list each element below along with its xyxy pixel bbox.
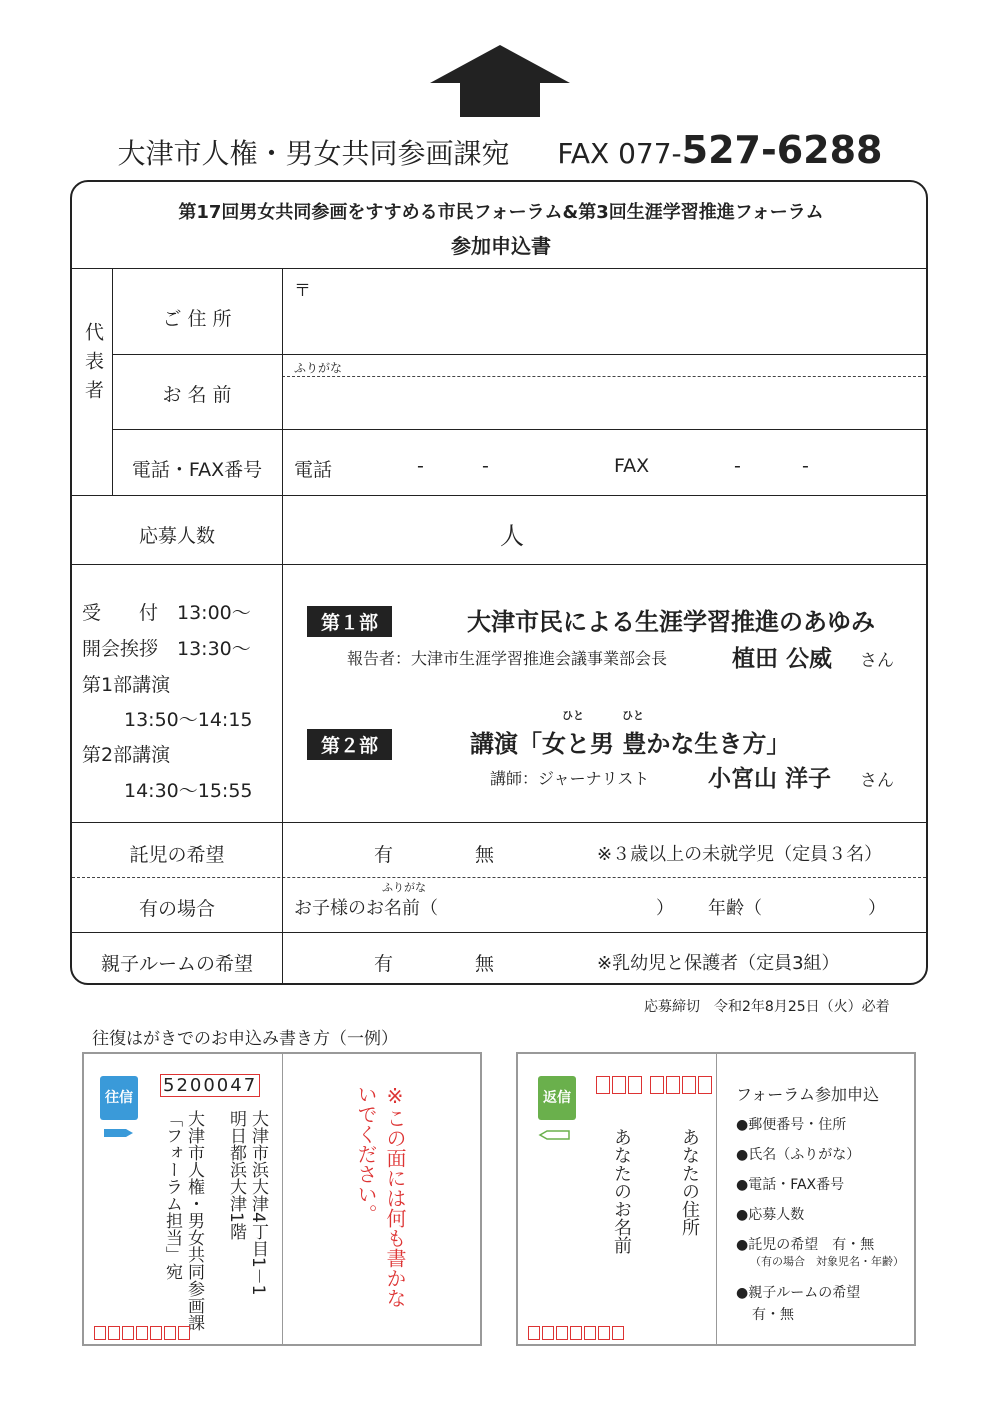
reply-item: ●応募人数: [736, 1207, 805, 1223]
part2-speaker-name: 小宮山 洋子: [708, 766, 832, 792]
fax-field-label: FAX: [614, 455, 650, 477]
reply-your-name: あなたのお名前: [611, 1128, 632, 1254]
reply-postcard: [516, 1052, 916, 1346]
reply-item: ●親子ルームの希望: [736, 1285, 861, 1301]
outgoing-dept: 大津市人権・男女共同参画課: [184, 1110, 204, 1331]
part2-title: 講演「女と男 豊かな生き方」: [470, 730, 791, 758]
outgoing-postal-code: 5200047: [160, 1074, 260, 1097]
outgoing-postcard: [82, 1052, 482, 1346]
schedule-part1-label: 第1部講演: [82, 674, 171, 696]
reply-item-note: （有の場合 対象児名・年齢）: [750, 1255, 904, 1268]
part1-speaker-role: 報告者：大津市生涯学習推進会議事業部会長: [347, 649, 668, 668]
up-arrow-icon: [430, 45, 570, 117]
childcare-no-option[interactable]: 無: [475, 844, 495, 866]
part2-speaker-role: 講師：ジャーナリスト: [490, 769, 650, 788]
phone-label: 電話・FAX番号: [131, 459, 263, 481]
part2-tag: 第２部: [307, 729, 392, 760]
application-form: [70, 180, 928, 985]
address-field[interactable]: [284, 270, 924, 352]
child-name-label: お子様のお名前（: [294, 898, 438, 919]
part2-honorific: さん: [860, 771, 894, 791]
childcare-label: 託児の希望: [129, 844, 225, 866]
fax-number: 527-6288: [681, 128, 883, 172]
part1-honorific: さん: [860, 651, 894, 671]
schedule-part2-time: 14:30～15:55: [124, 780, 253, 802]
postcard-heading: 往復はがきでのお申込み書き方（一例）: [92, 1029, 398, 1049]
parent-room-no-option[interactable]: 無: [475, 953, 495, 975]
applicants-label: 応募人数: [138, 525, 215, 547]
postal-mark: 〒: [294, 281, 311, 301]
reply-badge: 返信: [538, 1076, 576, 1120]
phone-dash-2: -: [482, 455, 489, 477]
schedule-part1-time: 13:50～14:15: [124, 709, 253, 731]
deadline: 応募締切 令和2年8月25日（火）必着: [644, 999, 890, 1015]
reply-your-address: あなたの住所: [679, 1128, 700, 1236]
reply-item: ●託児の希望 有・無: [736, 1237, 875, 1253]
childcare-yes-option[interactable]: 有: [374, 844, 394, 866]
applicants-field[interactable]: [284, 497, 924, 562]
parent-room-label: 親子ルームの希望: [100, 953, 253, 975]
name-field[interactable]: [284, 380, 924, 427]
arrow-right-icon: [104, 1128, 134, 1138]
name-label: お 名 前: [162, 384, 232, 406]
part1-tag: 第１部: [307, 606, 392, 637]
reply-stamp-boxes: [528, 1326, 624, 1340]
fax-prefix: FAX 077-: [557, 137, 682, 170]
reply-item: ●電話・FAX番号: [736, 1177, 845, 1193]
applicants-unit: 人: [500, 522, 524, 550]
furigana-label: ふりがな: [294, 361, 343, 375]
child-name-close: ）: [656, 898, 674, 919]
part2-ruby-2: ひと: [622, 709, 644, 722]
phone-dash-1: -: [417, 455, 424, 477]
arrow-left-icon: [538, 1130, 570, 1140]
outgoing-attn: 「フォーラム担当」宛: [162, 1110, 182, 1280]
age-label: 年齢（: [708, 898, 762, 919]
outgoing-address-1: 大津市浜大津4丁目1－1: [248, 1110, 268, 1296]
age-field[interactable]: [772, 887, 862, 923]
reply-item: ●郵便番号・住所: [736, 1117, 847, 1133]
addressee: 大津市人権・男女共同参画課宛: [117, 137, 510, 170]
outgoing-badge: 往信: [100, 1076, 138, 1120]
fax-dash-2: -: [802, 455, 809, 477]
outgoing-address-2: 明日都浜大津1階: [226, 1110, 246, 1240]
age-close: ）: [868, 898, 886, 919]
child-name-field[interactable]: [452, 887, 652, 923]
reply-postal-boxes: [596, 1076, 712, 1094]
fax-header: [0, 128, 1000, 172]
outgoing-stamp-boxes: [94, 1326, 190, 1340]
part1-title: 大津市民による生涯学習推進のあゆみ: [467, 608, 875, 636]
address-label: ご 住 所: [162, 308, 232, 330]
outgoing-warning: ※この面には何も書かないでください。: [354, 1084, 407, 1308]
parent-room-note: ※乳幼児と保護者（定員3組）: [597, 953, 840, 974]
reply-item: 有・無: [752, 1307, 794, 1323]
reply-item: ●氏名（ふりがな）: [736, 1147, 861, 1163]
schedule-part2-label: 第2部講演: [82, 744, 171, 766]
parent-room-yes-option[interactable]: 有: [374, 953, 394, 975]
childcare-note: ※３歳以上の未就学児（定員３名）: [597, 844, 883, 865]
schedule-reception: 受 付 13:00～: [82, 602, 251, 624]
part2-ruby-1: ひと: [562, 709, 584, 722]
form-subtitle: 参加申込書: [451, 234, 551, 258]
form-title: 第17回男女共同参画をすすめる市民フォーラム&第3回生涯学習推進フォーラム: [178, 202, 824, 223]
phone-field-label: 電話: [294, 459, 333, 481]
representative-label: 代表者: [82, 322, 104, 409]
child-name-furigana: ふりがな: [382, 881, 426, 894]
if-yes-label: 有の場合: [138, 898, 215, 920]
part1-speaker-name: 植田 公威: [732, 646, 833, 672]
schedule-opening: 開会挨拶 13:30～: [82, 638, 251, 660]
reply-heading: フォーラム参加申込: [736, 1085, 880, 1104]
fax-dash-1: -: [734, 455, 741, 477]
